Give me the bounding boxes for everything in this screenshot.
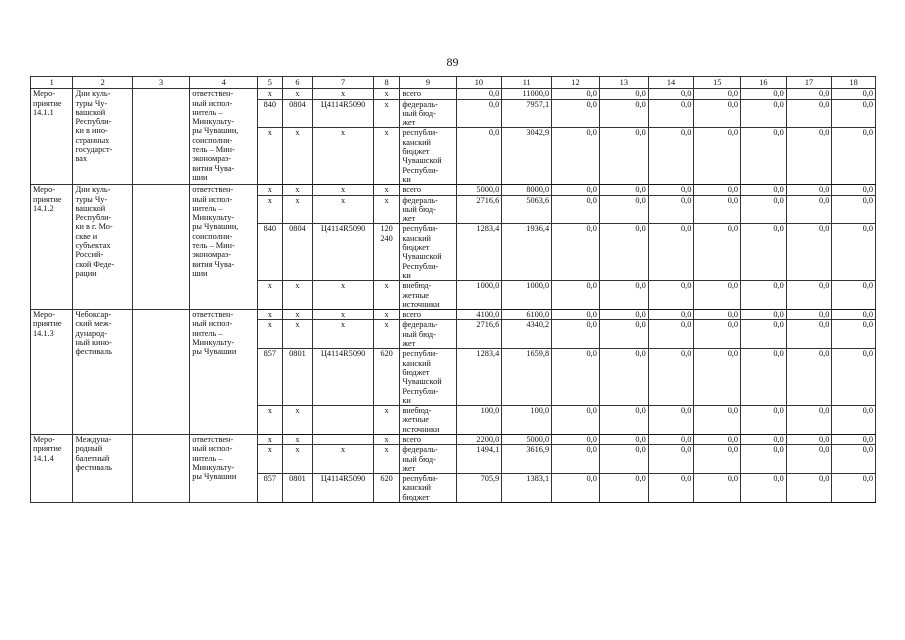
amount-value: 0,0 <box>786 406 832 435</box>
empty-cell <box>132 185 189 310</box>
target-article-code: x <box>313 195 374 224</box>
amount-value: 1936,4 <box>502 224 552 281</box>
target-article-code: Ц4114R5090 <box>313 224 374 281</box>
amount-value: 0,0 <box>694 224 741 281</box>
column-number: 17 <box>786 77 832 89</box>
target-article-code: x <box>313 185 374 195</box>
amount-value: 0,0 <box>552 195 600 224</box>
target-article-code: Ц4114R5090 <box>313 349 374 406</box>
funding-source: республи- канский бюджет Чувашской Республи- ки <box>400 224 456 281</box>
amount-value: 100,0 <box>456 406 502 435</box>
amount-value: 0,0 <box>599 99 648 128</box>
amount-value: 0,0 <box>648 445 694 474</box>
amount-value: 0,0 <box>694 474 741 503</box>
amount-value: 0,0 <box>741 128 787 185</box>
section-code: 0804 <box>282 99 313 128</box>
grbs-code: x <box>258 281 282 310</box>
amount-value: 4340,2 <box>502 320 552 349</box>
amount-value: 0,0 <box>648 349 694 406</box>
amount-value: 0,0 <box>832 89 876 99</box>
amount-value: 0,0 <box>786 474 832 503</box>
empty-cell <box>132 434 189 502</box>
budget-table <box>30 76 876 503</box>
amount-value: 0,0 <box>832 128 876 185</box>
amount-value: 0,0 <box>694 406 741 435</box>
amount-value: 0,0 <box>552 185 600 195</box>
column-number: 4 <box>190 77 258 89</box>
amount-value: 0,0 <box>648 434 694 444</box>
funding-source: внебюд- жетные источники <box>400 406 456 435</box>
grbs-code: x <box>258 320 282 349</box>
section-code: x <box>282 320 313 349</box>
amount-value: 5000,0 <box>502 434 552 444</box>
amount-value: 0,0 <box>786 349 832 406</box>
amount-value: 0,0 <box>552 434 600 444</box>
amount-value: 0,0 <box>741 406 787 435</box>
column-number: 14 <box>648 77 694 89</box>
funding-source: федераль- ный бюд- жет <box>400 320 456 349</box>
amount-value: 0,0 <box>786 224 832 281</box>
amount-value: 0,0 <box>552 320 600 349</box>
amount-value: 1659,8 <box>502 349 552 406</box>
grbs-code: 857 <box>258 349 282 406</box>
amount-value: 3042,9 <box>502 128 552 185</box>
grbs-code: x <box>258 310 282 320</box>
amount-value: 0,0 <box>741 89 787 99</box>
amount-value: 11000,0 <box>502 89 552 99</box>
table-row <box>31 185 876 195</box>
column-number: 5 <box>258 77 282 89</box>
amount-value: 0,0 <box>741 474 787 503</box>
amount-value: 0,0 <box>456 99 502 128</box>
grbs-code: x <box>258 434 282 444</box>
amount-value: 0,0 <box>552 281 600 310</box>
amount-value: 1000,0 <box>456 281 502 310</box>
amount-value: 0,0 <box>786 128 832 185</box>
target-article-code: x <box>313 281 374 310</box>
amount-value: 0,0 <box>552 310 600 320</box>
grbs-code: 857 <box>258 474 282 503</box>
funding-source: всего <box>400 310 456 320</box>
event-name: Чебоксар- ский меж- дународ- ный кино- фестиваль <box>73 310 132 435</box>
column-number: 9 <box>400 77 456 89</box>
amount-value: 0,0 <box>552 474 600 503</box>
section-code: x <box>282 281 313 310</box>
column-number: 10 <box>456 77 502 89</box>
amount-value: 0,0 <box>694 89 741 99</box>
amount-value: 0,0 <box>599 195 648 224</box>
column-number: 16 <box>741 77 787 89</box>
amount-value: 0,0 <box>456 128 502 185</box>
column-number: 3 <box>132 77 189 89</box>
amount-value: 0,0 <box>741 310 787 320</box>
amount-value: 0,0 <box>648 406 694 435</box>
amount-value: 0,0 <box>741 99 787 128</box>
expense-type-code: 620 <box>373 474 400 503</box>
target-article-code: x <box>313 320 374 349</box>
section-code: x <box>282 310 313 320</box>
section-code: x <box>282 195 313 224</box>
funding-source: внебюд- жетные источники <box>400 281 456 310</box>
amount-value: 0,0 <box>832 185 876 195</box>
amount-value: 0,0 <box>832 349 876 406</box>
amount-value: 0,0 <box>832 195 876 224</box>
amount-value: 5000,0 <box>456 185 502 195</box>
amount-value: 1283,4 <box>456 349 502 406</box>
amount-value: 0,0 <box>648 474 694 503</box>
expense-type-code: x <box>373 185 400 195</box>
event-name: Междуна- родный балетный фестиваль <box>73 434 132 502</box>
amount-value: 0,0 <box>599 281 648 310</box>
amount-value: 0,0 <box>599 349 648 406</box>
amount-value: 0,0 <box>832 310 876 320</box>
event-code: Меро- приятие 14.1.2 <box>31 185 73 310</box>
amount-value: 0,0 <box>648 224 694 281</box>
target-article-code: x <box>313 128 374 185</box>
amount-value: 3616,9 <box>502 445 552 474</box>
amount-value: 0,0 <box>832 445 876 474</box>
grbs-code: x <box>258 406 282 435</box>
amount-value: 0,0 <box>694 320 741 349</box>
amount-value: 0,0 <box>599 185 648 195</box>
target-article-code: x <box>313 310 374 320</box>
section-code: 0801 <box>282 349 313 406</box>
funding-source: республи- канский бюджет <box>400 474 456 503</box>
section-code: x <box>282 185 313 195</box>
amount-value: 0,0 <box>552 99 600 128</box>
amount-value: 0,0 <box>694 128 741 185</box>
amount-value: 1283,4 <box>456 224 502 281</box>
amount-value: 0,0 <box>552 445 600 474</box>
amount-value: 2716,6 <box>456 320 502 349</box>
amount-value: 100,0 <box>502 406 552 435</box>
amount-value: 0,0 <box>694 185 741 195</box>
amount-value: 0,0 <box>832 224 876 281</box>
amount-value: 2200,0 <box>456 434 502 444</box>
amount-value: 0,0 <box>648 281 694 310</box>
column-number: 11 <box>502 77 552 89</box>
amount-value: 0,0 <box>741 445 787 474</box>
event-code: Меро- приятие 14.1.3 <box>31 310 73 435</box>
event-executor: ответствен- ный испол- нитель – Минкульту- ры Чувашии, соисполни- тель – Мин- экономраз- вития Чува- шии <box>190 185 258 310</box>
funding-source: республи- канский бюджет Чувашской Республи- ки <box>400 349 456 406</box>
column-number: 18 <box>832 77 876 89</box>
amount-value: 0,0 <box>786 99 832 128</box>
target-article-code: Ц4114R5090 <box>313 99 374 128</box>
amount-value: 7957,1 <box>502 99 552 128</box>
section-code: x <box>282 445 313 474</box>
amount-value: 0,0 <box>599 320 648 349</box>
amount-value: 0,0 <box>832 434 876 444</box>
amount-value: 0,0 <box>741 195 787 224</box>
amount-value: 705,9 <box>456 474 502 503</box>
column-number: 2 <box>73 77 132 89</box>
amount-value: 0,0 <box>832 281 876 310</box>
amount-value: 0,0 <box>694 310 741 320</box>
expense-type-code: x <box>373 89 400 99</box>
amount-value: 8000,0 <box>502 185 552 195</box>
table-row <box>31 310 876 320</box>
grbs-code: 840 <box>258 224 282 281</box>
amount-value: 0,0 <box>786 445 832 474</box>
funding-source: федераль- ный бюд- жет <box>400 99 456 128</box>
funding-source: республи- канский бюджет Чувашской Республи- ки <box>400 128 456 185</box>
event-code: Меро- приятие 14.1.1 <box>31 89 73 185</box>
amount-value: 0,0 <box>741 320 787 349</box>
expense-type-code: x <box>373 310 400 320</box>
amount-value: 0,0 <box>552 406 600 435</box>
column-number: 15 <box>694 77 741 89</box>
expense-type-code: x <box>373 406 400 435</box>
event-name: Дни куль- туры Чу- вашской Республи- ки в ино- странных государст- вах <box>73 89 132 185</box>
amount-value: 0,0 <box>552 224 600 281</box>
expense-type-code: x <box>373 320 400 349</box>
amount-value: 0,0 <box>741 281 787 310</box>
grbs-code: x <box>258 89 282 99</box>
amount-value: 0,0 <box>786 89 832 99</box>
funding-source: федераль- ный бюд- жет <box>400 195 456 224</box>
amount-value: 0,0 <box>599 445 648 474</box>
column-number-row <box>31 77 876 89</box>
grbs-code: x <box>258 128 282 185</box>
event-name: Дни куль- туры Чу- вашской Республи- ки в г. Мо- скве и субъектах Россий- ской Феде- рации <box>73 185 132 310</box>
section-code: 0801 <box>282 474 313 503</box>
amount-value: 0,0 <box>694 445 741 474</box>
expense-type-code: x <box>373 281 400 310</box>
event-executor: ответствен- ный испол- нитель – Минкульту- ры Чувашии <box>190 434 258 502</box>
amount-value: 0,0 <box>648 128 694 185</box>
amount-value: 0,0 <box>741 349 787 406</box>
funding-source: федераль- ный бюд- жет <box>400 445 456 474</box>
section-code: 0804 <box>282 224 313 281</box>
table-row <box>31 434 876 444</box>
grbs-code: x <box>258 195 282 224</box>
amount-value: 0,0 <box>832 474 876 503</box>
amount-value: 0,0 <box>599 434 648 444</box>
amount-value: 0,0 <box>648 195 694 224</box>
amount-value: 1000,0 <box>502 281 552 310</box>
funding-source: всего <box>400 434 456 444</box>
section-code: x <box>282 434 313 444</box>
amount-value: 0,0 <box>552 349 600 406</box>
amount-value: 0,0 <box>786 281 832 310</box>
table-row <box>31 89 876 99</box>
target-article-code: x <box>313 445 374 474</box>
amount-value: 0,0 <box>741 224 787 281</box>
target-article-code: x <box>313 89 374 99</box>
amount-value: 0,0 <box>599 128 648 185</box>
amount-value: 0,0 <box>599 224 648 281</box>
amount-value: 0,0 <box>786 320 832 349</box>
amount-value: 0,0 <box>832 406 876 435</box>
amount-value: 0,0 <box>786 434 832 444</box>
amount-value: 5063,6 <box>502 195 552 224</box>
amount-value: 0,0 <box>552 89 600 99</box>
section-code: x <box>282 406 313 435</box>
funding-source: всего <box>400 185 456 195</box>
amount-value: 0,0 <box>648 320 694 349</box>
amount-value: 0,0 <box>599 474 648 503</box>
amount-value: 0,0 <box>648 99 694 128</box>
amount-value: 0,0 <box>832 320 876 349</box>
amount-value: 4100,0 <box>456 310 502 320</box>
expense-type-code: x <box>373 128 400 185</box>
amount-value: 0,0 <box>599 310 648 320</box>
amount-value: 0,0 <box>832 99 876 128</box>
amount-value: 0,0 <box>648 89 694 99</box>
amount-value: 0,0 <box>599 89 648 99</box>
column-number: 12 <box>552 77 600 89</box>
amount-value: 0,0 <box>694 281 741 310</box>
expense-type-code: x <box>373 99 400 128</box>
target-article-code <box>313 406 374 435</box>
expense-type-code: 120 240 <box>373 224 400 281</box>
expense-type-code: 620 <box>373 349 400 406</box>
amount-value: 6100,0 <box>502 310 552 320</box>
funding-source: всего <box>400 89 456 99</box>
amount-value: 0,0 <box>786 185 832 195</box>
column-number: 1 <box>31 77 73 89</box>
amount-value: 1494,1 <box>456 445 502 474</box>
expense-type-code: x <box>373 195 400 224</box>
column-number: 13 <box>599 77 648 89</box>
amount-value: 2716,6 <box>456 195 502 224</box>
empty-cell <box>132 310 189 435</box>
amount-value: 0,0 <box>741 434 787 444</box>
amount-value: 0,0 <box>456 89 502 99</box>
amount-value: 0,0 <box>648 185 694 195</box>
amount-value: 0,0 <box>648 310 694 320</box>
amount-value: 0,0 <box>694 195 741 224</box>
grbs-code: 840 <box>258 99 282 128</box>
amount-value: 0,0 <box>694 349 741 406</box>
grbs-code: x <box>258 445 282 474</box>
amount-value: 0,0 <box>741 185 787 195</box>
amount-value: 1383,1 <box>502 474 552 503</box>
amount-value: 0,0 <box>786 310 832 320</box>
target-article-code <box>313 434 374 444</box>
event-executor: ответствен- ный испол- нитель – Минкульту- ры Чувашии, соисполни- тель – Мин- экономраз- вития Чува- шии <box>190 89 258 185</box>
grbs-code: x <box>258 185 282 195</box>
empty-cell <box>132 89 189 185</box>
amount-value: 0,0 <box>599 406 648 435</box>
target-article-code: Ц4114R5090 <box>313 474 374 503</box>
event-executor: ответствен- ный испол- нитель – Минкульту- ры Чувашии <box>190 310 258 435</box>
section-code: x <box>282 128 313 185</box>
event-code: Меро- приятие 14.1.4 <box>31 434 73 502</box>
section-code: x <box>282 89 313 99</box>
amount-value: 0,0 <box>786 195 832 224</box>
amount-value: 0,0 <box>552 128 600 185</box>
column-number: 6 <box>282 77 313 89</box>
amount-value: 0,0 <box>694 434 741 444</box>
column-number: 8 <box>373 77 400 89</box>
expense-type-code: x <box>373 434 400 444</box>
column-number: 7 <box>313 77 374 89</box>
page-number: 89 <box>446 55 459 69</box>
amount-value: 0,0 <box>694 99 741 128</box>
expense-type-code: x <box>373 445 400 474</box>
